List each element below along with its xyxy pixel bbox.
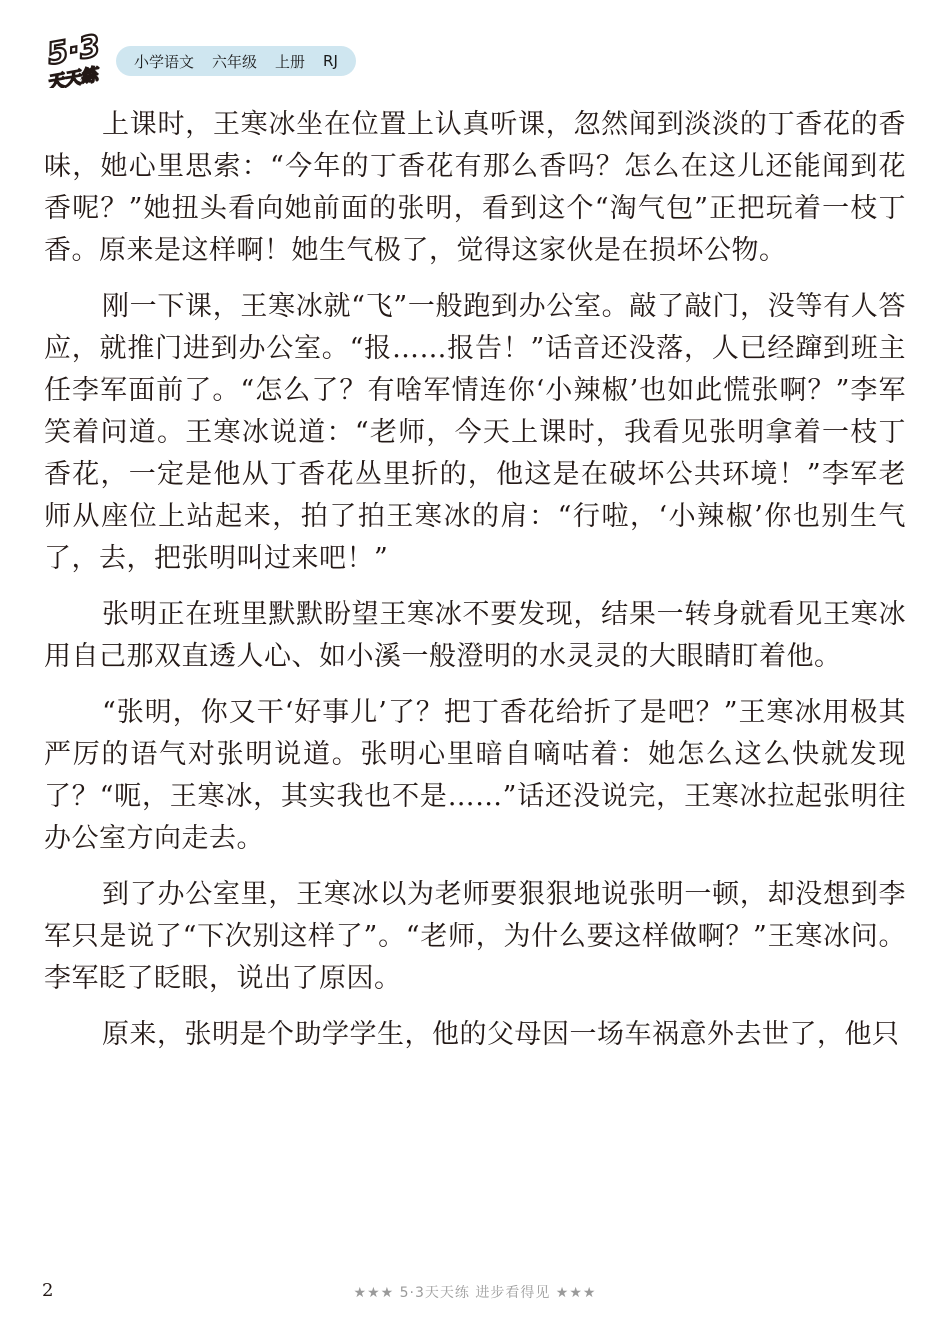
paragraph: “张明，你又干‘好事儿’了？把丁香花给折了是吧？”王寒冰用极其严厉的语气对张明说道。张明心里暗自嘀咕着：她怎么这么快就发现了？“呃，王寒冰，其实我也不是……”话还没说完，王寒冰拉起张明往办公室方向走去。: [44, 697, 906, 854]
paragraph: 张明正在班里默默盼望王寒冰不要发现，结果一转身就看见王寒冰用自己那双直透人心、如小溪一般澄明的水灵灵的大眼睛盯着他。: [44, 599, 906, 672]
paragraph: 刚一下课，王寒冰就“飞”一般跑到办公室。敲了敲门，没等有人答应，就推门进到办公室。“报……报告！”话音还没落，人已经蹿到班主任李军面前了。“怎么了？有啥军情连你‘小辣椒’也如此慌张啊？”李军笑着问道。王寒冰说道：“老师，今天上课时，我看见张明拿着一枝丁香花，一定是他从丁香花丛里折的，他这是在破坏公共环境！”李军老师从座位上站起来，拍了拍王寒冰的肩：“行啦，‘小辣椒’你也别生气了，去，把张明叫过来吧！”: [44, 291, 906, 574]
paragraph: 到了办公室里，王寒冰以为老师要狠狠地说张明一顿，却没想到李军只是说了“下次别这样了”。“老师，为什么要这样做啊？”王寒冰问。李军眨了眨眼，说出了原因。: [44, 879, 906, 994]
svg-text:5·3: 5·3: [44, 30, 104, 73]
footer-slogan: ★★★ 5·3天天练 进步看得见 ★★★: [353, 1285, 597, 1301]
header-volume: 上册: [275, 52, 306, 71]
header-subject: 小学语文: [134, 52, 195, 71]
header-grade: 六年级: [212, 52, 258, 71]
brand-logo: [44, 30, 108, 88]
header-course-info: [116, 46, 356, 76]
paragraph: 原来，张明是个助学学生，他的父母因一场车祸意外去世了，他只: [102, 1019, 900, 1050]
page-number: 2: [42, 1280, 54, 1301]
svg-text:天天练: 天天练: [45, 65, 100, 88]
header-edition: RJ: [323, 52, 338, 70]
paragraph: 上课时，王寒冰坐在位置上认真听课，忽然闻到淡淡的丁香花的香味，她心里思索：“今年的丁香花有那么香吗？怎么在这儿还能闻到花香呢？”她扭头看向她前面的张明，看到这个“淘气包”正把玩着一枝丁香。原来是这样啊！她生气极了，觉得这家伙是在损坏公物。: [44, 109, 906, 266]
article-body: [44, 104, 906, 1070]
